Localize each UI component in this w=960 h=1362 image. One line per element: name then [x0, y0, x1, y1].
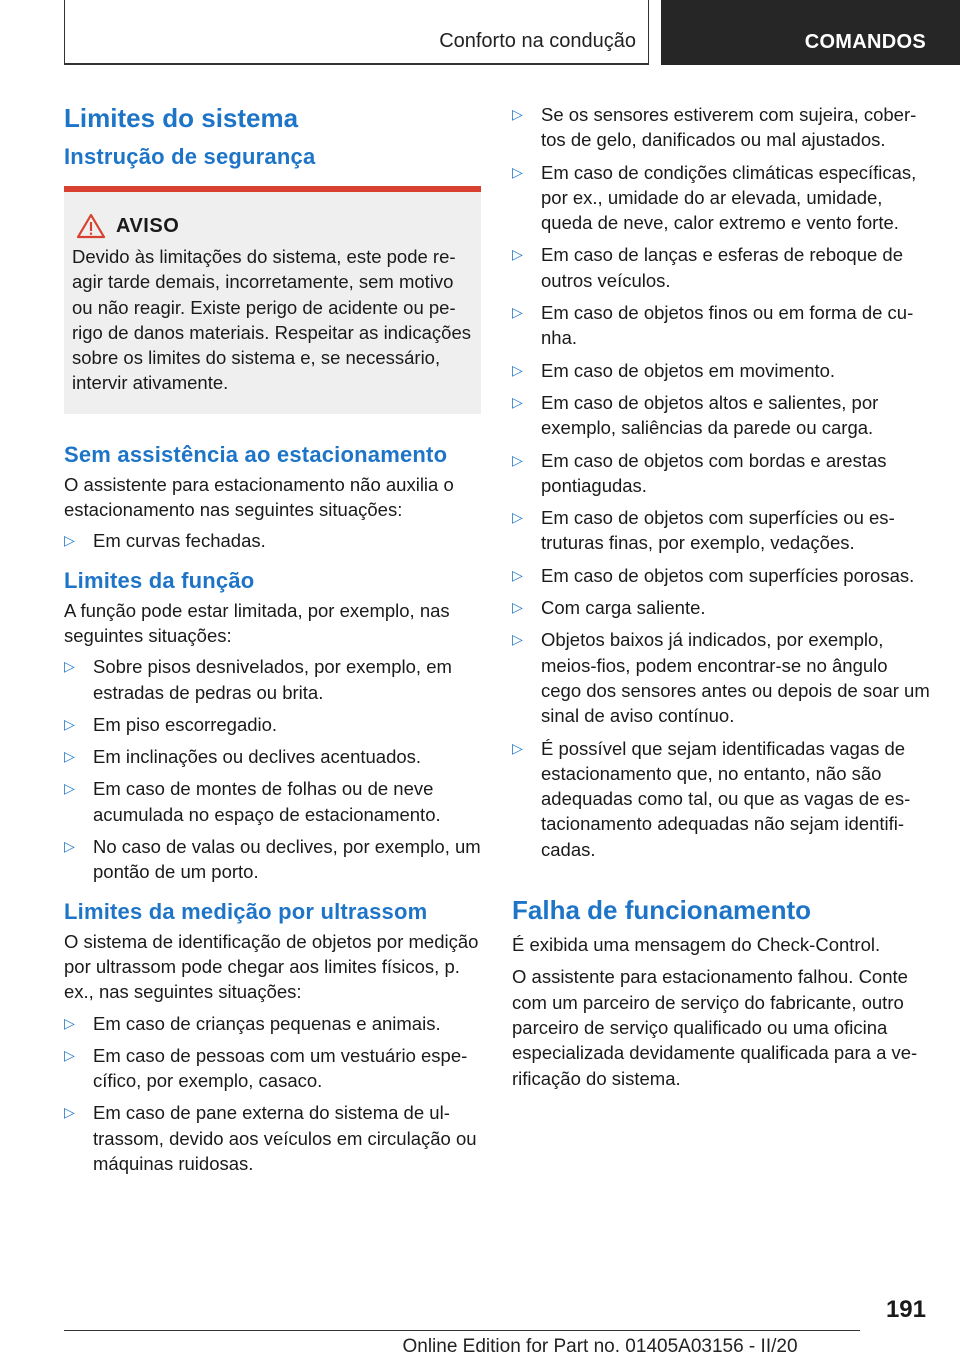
- triangle-bullet-icon: ▷: [512, 631, 523, 648]
- malfunction-instructions: O assistente para estacionamento falhou. Conte com um parceiro de serviço do fabricante, outro parceiro de serviço qualificado ou uma oficina especializada devidamente qualificada para a verificação do sistema.: [512, 966, 918, 1089]
- header-bottom-rule: [64, 63, 649, 65]
- list-item: ▷ Em caso de crianças pequenas e animais.: [64, 1011, 481, 1036]
- warning-header: [72, 210, 471, 242]
- triangle-bullet-icon: ▷: [64, 1104, 75, 1121]
- list-item: ▷ Em caso de objetos finos ou em forma de cunha.: [512, 302, 914, 349]
- list-item: ▷ Com carga saliente.: [512, 595, 930, 620]
- list-item: ▷ Em caso de pane externa do sistema de ultrassom, devido aos veículos em circulação ou máquinas ruidosas.: [64, 1102, 477, 1175]
- list-item: ▷ No caso de valas ou declives, por exemplo, um pontão de um porto.: [64, 836, 481, 883]
- malfunction-message: É exibida uma mensagem do Check-Control.: [512, 934, 881, 956]
- section-function-limits-intro: A função pode estar limitada, por exemplo, nas seguintes situações:: [64, 599, 450, 646]
- list-item: ▷ Objetos baixos já indicados, por exemplo, meios-fios, podem encontrar-se no ângulo cego dos sensores antes ou depois de soar um sinal de aviso contínuo.: [512, 629, 930, 727]
- triangle-bullet-icon: ▷: [512, 163, 523, 180]
- left-column: [64, 100, 481, 1183]
- list-item: ▷ Sobre pisos desnivelados, por exemplo, em estradas de pedras ou brita.: [64, 656, 452, 703]
- list-item: ▷ Em caso de objetos altos e salientes, por exemplo, saliências da parede ou carga.: [512, 391, 879, 439]
- malfunction-heading: Falha de funcionamento: [512, 895, 812, 926]
- list-item: ▷ Em caso de objetos com superfícies porosas.: [512, 563, 930, 588]
- safety-subtitle: Instrução de segurança: [64, 144, 316, 169]
- list-item: ▷ Em inclinações ou declives acentuados.: [64, 744, 481, 769]
- section-ultrasound-limits-intro: O sistema de identificação de objetos por medição por ultrassom pode chegar aos limites físicos, p. ex., nas seguintes situações:: [64, 930, 479, 1003]
- right-column: [512, 102, 930, 1091]
- page-number: 191: [885, 1296, 926, 1323]
- triangle-bullet-icon: ▷: [64, 748, 75, 765]
- page-title: Limites do sistema: [64, 103, 299, 133]
- list-item: ▷ Em caso de montes de folhas ou de neve acumulada no espaço de estacionamento.: [64, 778, 441, 825]
- triangle-bullet-icon: ▷: [512, 599, 523, 616]
- section-no-parking-assist-heading: Sem assistência ao estacionamento: [64, 441, 448, 467]
- triangle-bullet-icon: ▷: [512, 451, 523, 468]
- footer-rule: [64, 1330, 860, 1331]
- triangle-bullet-icon: ▷: [64, 715, 75, 732]
- warning-text: Devido às limitações do sistema, este pode reagir tarde demais, incorretamente, sem motivo ou não reagir. Existe perigo de acidente ou perigo de danos materiais. Respeitar as indicações sobre os limites do sistema e, se necessário, intervir ativamente.: [72, 246, 471, 394]
- section-function-limits-list: [64, 654, 481, 884]
- footer-edition: Online Edition for Part no. 01405A03156 - II/20: [402, 1336, 798, 1357]
- list-item: ▷ Se os sensores estiverem com sujeira, cobertos de gelo, danificados ou mal ajustados.: [512, 104, 917, 151]
- triangle-bullet-icon: ▷: [64, 1046, 75, 1063]
- header-right-rule: [648, 0, 649, 64]
- section-ultrasound-limits-list: [64, 1011, 481, 1177]
- triangle-bullet-icon: ▷: [64, 780, 75, 797]
- triangle-bullet-icon: ▷: [512, 739, 523, 756]
- triangle-bullet-icon: ▷: [64, 1014, 75, 1031]
- triangle-bullet-icon: ▷: [512, 361, 523, 378]
- warning-triangle-icon: [76, 213, 106, 239]
- triangle-bullet-icon: ▷: [64, 532, 75, 549]
- header-left-rule: [64, 0, 65, 64]
- list-item: ▷ Em curvas fechadas.: [64, 528, 481, 553]
- list-item: ▷ Em caso de objetos com superfícies ou estruturas finas, por exemplo, vedações.: [512, 507, 895, 554]
- ultrasound-limits-list-continued: [512, 102, 930, 862]
- triangle-bullet-icon: ▷: [64, 658, 75, 675]
- triangle-bullet-icon: ▷: [512, 106, 523, 122]
- section-ultrasound-limits-heading: Limites da medição por ultrassom: [64, 898, 428, 924]
- list-item: ▷ Em caso de objetos com bordas e arestas pontiagudas.: [512, 449, 887, 496]
- warning-title: AVISO: [116, 214, 180, 237]
- triangle-bullet-icon: ▷: [512, 393, 523, 410]
- header-chapter-label: COMANDOS: [804, 31, 926, 53]
- list-item: ▷ Em caso de condições climáticas específicas, por ex., umidade do ar elevada, umidade, queda de neve, calor extremo e vento forte.: [512, 161, 917, 234]
- list-item: ▷ Em caso de pessoas com um vestuário específico, por exemplo, casaco.: [64, 1044, 468, 1092]
- section-no-parking-assist-list: [64, 528, 481, 553]
- list-item: ▷ Em caso de objetos em movimento.: [512, 358, 930, 383]
- warning-box: [64, 186, 481, 414]
- list-item: ▷ Em caso de lanças e esferas de reboque de outros veículos.: [512, 244, 904, 291]
- list-item: ▷ É possível que sejam identificadas vagas de estacionamento que, no entanto, não são adequadas como tal, ou que as vagas de estacionamento adequadas não sejam identificadas.: [512, 737, 911, 860]
- triangle-bullet-icon: ▷: [64, 838, 75, 855]
- triangle-bullet-icon: ▷: [512, 304, 523, 321]
- header-section-title: Conforto na condução: [439, 30, 636, 52]
- triangle-bullet-icon: ▷: [512, 509, 523, 526]
- list-item: ▷ Em piso escorregadio.: [64, 712, 481, 737]
- section-function-limits-heading: Limites da função: [64, 567, 255, 593]
- triangle-bullet-icon: ▷: [512, 566, 523, 583]
- triangle-bullet-icon: ▷: [512, 246, 523, 263]
- section-no-parking-assist-intro: O assistente para estacionamento não auxilia o estacionamento nas seguintes situações:: [64, 473, 454, 521]
